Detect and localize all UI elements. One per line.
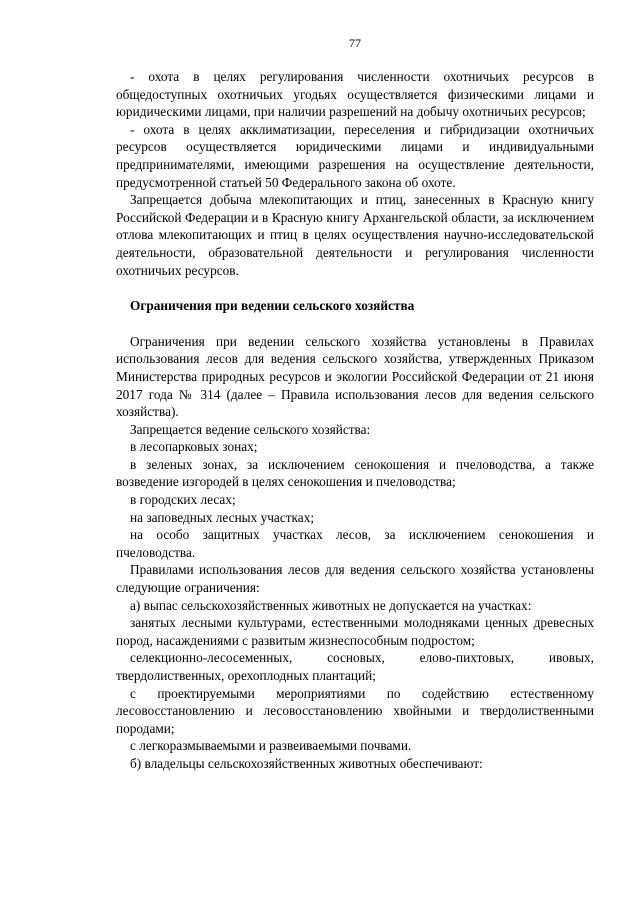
- list-item: в лесопарковых зонах;: [130, 439, 258, 455]
- paragraph-regulation-hunting: - охота в целях регулирования численности охотничьих ресурсов в общедоступных охотничьих угодьях осуществляется физическими лицами и юридическими лицами, при наличии разрешений на добычу охотничьих ресурсов;: [116, 69, 594, 120]
- list-item: занятых лесными культурами, естественными молодняками ценных древесных пород, насаждениями с развитым жизнеспособным подростом;: [116, 615, 594, 648]
- paragraph-acclimatization-hunting: - охота в целях акклиматизации, переселения и гибридизации охотничьих ресурсов осуществляется юридическими лицами и индивидуальными предпринимателями, имеющими разрешения на осуществление деятельности, предусмотренной статьей 50 Федерального закона об охоте.: [116, 121, 594, 190]
- paragraph-prohibition-intro: Запрещается ведение сельского хозяйства:: [130, 421, 371, 437]
- list-item: с легкоразмываемыми и развеиваемыми почвами.: [130, 738, 412, 754]
- section-heading-agriculture: Ограничения при ведении сельского хозяйства: [130, 298, 415, 314]
- paragraph-grazing-restriction: а) выпас сельскохозяйственных животных не допускается на участках:: [130, 597, 532, 613]
- paragraph-red-book-prohibition: Запрещается добыча млекопитающих и птиц, занесенных в Красную книгу Российской Федерации и в Красную книгу Архангельской области, за исключением отлова млекопитающих и птиц в целях осуществления научно-исследовательской деятельности, образовательной деятельности и регулирования численности охотничьих ресурсов.: [116, 192, 594, 278]
- paragraph-owners-obligations: б) владельцы сельскохозяйственных животных обеспечивают:: [130, 755, 483, 771]
- paragraph-restrictions-intro: Правилами использования лесов для ведения сельского хозяйства установлены следующие ограничения:: [116, 562, 594, 596]
- page-number: 77: [349, 36, 361, 50]
- list-item: селекционно-лесосеменных, сосновых, елово-пихтовых, ивовых, твердолиственных, орехоплодных плантаций;: [116, 650, 594, 683]
- list-item: в зеленых зонах, за исключением сенокошения и пчеловодства, а также возведение изгородей в целях сенокошения и пчеловодства;: [116, 456, 594, 490]
- document-page: [116, 36, 594, 773]
- agriculture-restrictions-section: [116, 333, 594, 773]
- list-item: на особо защитных участках лесов, за исключением сенокошения и пчеловодства.: [116, 527, 594, 560]
- list-item: с проектируемыми мероприятиями по содействию естественному лесовосстановлению и лесовосстановлению хвойными и твердолиственными породами;: [116, 685, 594, 736]
- list-item: в городских лесах;: [130, 492, 236, 508]
- list-item: на заповедных лесных участках;: [130, 509, 315, 525]
- paragraph-rules-reference: Ограничения при ведении сельского хозяйства установлены в Правилах использования лесов для ведения сельского хозяйства, утвержденных Приказом Министерства природных ресурсов и экологии Российской Федерации от 21 июня 2017 года № 314 (далее – Правила использования лесов для ведения сельского хозяйства).: [116, 333, 594, 420]
- hunting-restrictions-section: [116, 68, 594, 279]
